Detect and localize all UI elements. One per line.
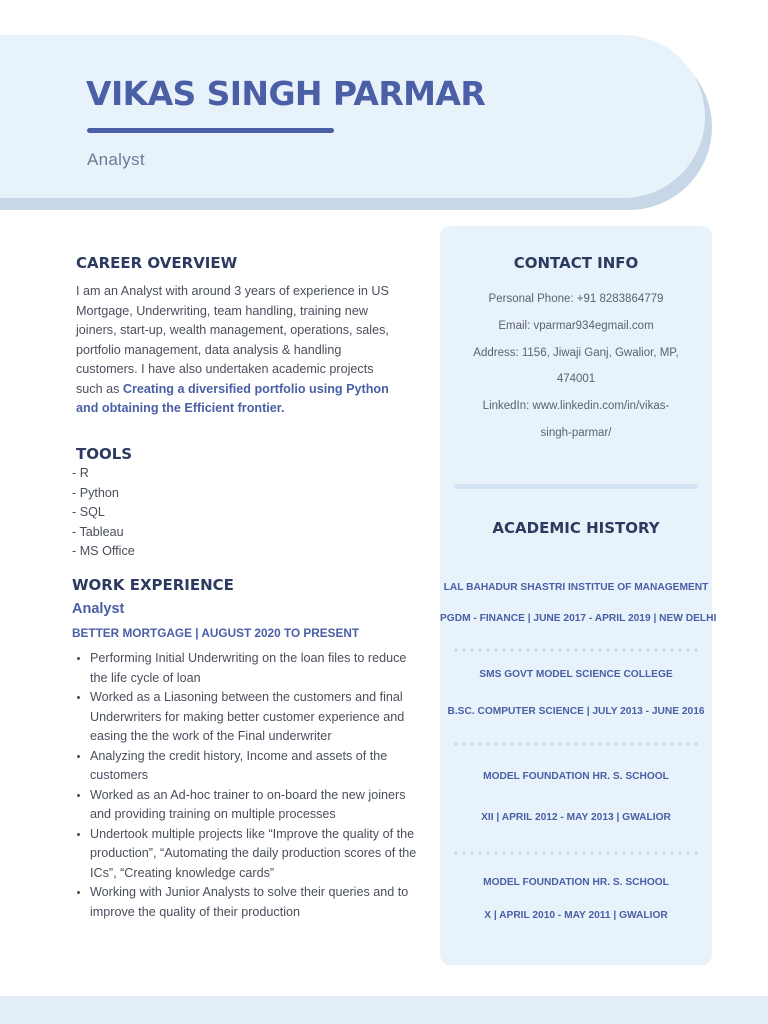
academic-title: ACADEMIC HISTORY xyxy=(492,519,660,537)
candidate-role: Analyst xyxy=(87,150,145,169)
edu-details: B.SC. COMPUTER SCIENCE | JULY 2013 - JUNE 2016 xyxy=(447,706,705,717)
edu-institution: LAL BAHADUR SHASTRI INSTITUE OF MANAGEMENT xyxy=(443,582,709,593)
edu-details: XII | APRIL 2012 - MAY 2013 | GWALIOR xyxy=(481,812,671,823)
contact-email: Email: vparmar934egmail.com xyxy=(498,320,654,332)
list-item: - Tableau xyxy=(72,524,124,539)
contact-linkedin-line2: singh-parmar/ xyxy=(540,427,612,439)
edu-institution: SMS GOVT MODEL SCIENCE COLLEGE xyxy=(479,669,673,680)
contact-address-line1: Address: 1156, Jiwaji Ganj, Gwalior, MP, xyxy=(473,347,679,359)
list-item: • Working with Junior Analysts to solve their queries and to improve the quality of their production xyxy=(90,883,420,922)
career-overview-title: CAREER OVERVIEW xyxy=(76,254,238,272)
list-item: - R xyxy=(72,466,89,480)
tools-title: TOOLS xyxy=(76,445,133,463)
list-item: • Undertook multiple projects like “Improve the quality of the production”, “Automating the daily production scores of the ICs”, “Creating knowledge cards” xyxy=(90,825,420,884)
list-item: • Performing Initial Underwriting on the loan files to reduce the life cycle of loan xyxy=(90,649,420,688)
contact-linkedin-line1: LinkedIn: www.linkedin.com/in/vikas- xyxy=(482,400,670,412)
duties-list xyxy=(72,649,420,922)
list-item: - SQL xyxy=(72,505,105,519)
edu-institution: MODEL FOUNDATION HR. S. SCHOOL xyxy=(483,771,669,782)
list-item: • Worked as a Liasoning between the customers and final Underwriters for making better customer experience and easing the the work of the Final underwriter xyxy=(90,688,420,747)
dotted-divider xyxy=(452,851,698,855)
edu-details: X | APRIL 2010 - MAY 2011 | GWALIOR xyxy=(484,910,668,921)
contact-title: CONTACT INFO xyxy=(513,254,639,272)
header-banner xyxy=(0,35,705,198)
career-overview-text xyxy=(76,282,394,419)
work-experience-title: WORK EXPERIENCE xyxy=(72,576,234,594)
overview-highlight-text: Creating a diversified portfolio using Python and obtaining the Efficient frontier. xyxy=(76,381,389,415)
contact-phone: Personal Phone: +91 8283864779 xyxy=(488,293,664,305)
contact-address-line2: 474001 xyxy=(556,373,596,385)
employer-line: BETTER MORTGAGE | AUGUST 2020 TO PRESENT xyxy=(72,626,360,640)
list-item: • Worked as an Ad-hoc trainer to on-board the new joiners and providing training on multiple processes xyxy=(90,786,420,825)
sidebar-panel xyxy=(440,226,717,965)
list-item: - MS Office xyxy=(72,544,135,558)
footer-band xyxy=(0,996,768,1024)
tools-list xyxy=(72,464,135,562)
sidebar-divider xyxy=(454,484,698,489)
edu-institution: MODEL FOUNDATION HR. S. SCHOOL xyxy=(483,877,669,888)
list-item: - Python xyxy=(72,485,119,500)
name-underline xyxy=(87,128,334,133)
list-item: • Analyzing the credit history, Income and assets of the customers xyxy=(90,747,420,786)
candidate-name: VIKAS SINGH PARMAR xyxy=(86,74,486,113)
dotted-divider xyxy=(452,648,698,652)
job-title: Analyst xyxy=(72,601,125,617)
edu-details: PGDM - FINANCE | JUNE 2017 - APRIL 2019 | NEW DELHI xyxy=(440,613,717,624)
dotted-divider xyxy=(452,742,698,746)
overview-plain-text: I am an Analyst with around 3 years of experience in US Mortgage, Underwriting, team handling, training new joiners, start-up, wealth management, operations, sales, portfolio management, data analysis & handling customers. I have also undertaken academic projects such as xyxy=(76,284,389,396)
